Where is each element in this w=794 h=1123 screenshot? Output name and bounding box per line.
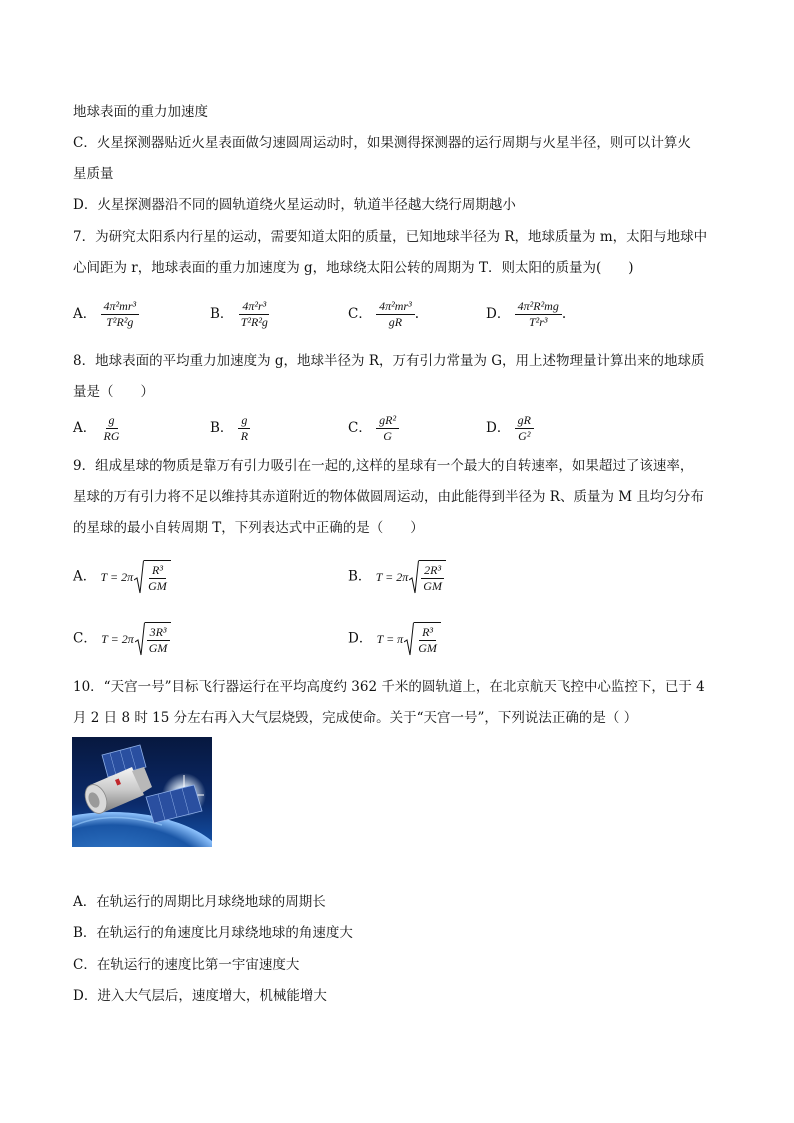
option-7b	[210, 300, 271, 329]
numerator: 4π²R²mg	[515, 300, 562, 315]
denominator: T²R²g	[106, 315, 134, 329]
denominator: RG	[103, 429, 120, 443]
formula-lhs: T = 2π	[100, 570, 134, 584]
square-root	[404, 622, 441, 656]
formula	[376, 560, 446, 594]
formula-fraction	[415, 626, 440, 655]
option-label: C．	[348, 420, 372, 436]
option-10c: C．在轨运行的速度比第一宇宙速度大	[73, 957, 300, 973]
formula-fraction	[515, 300, 562, 329]
denominator: G	[383, 429, 392, 443]
formula-lhs: T = 2π	[101, 632, 134, 646]
option-6c: C．火星探测器贴近火星表面做匀速圆周运动时，如果测得探测器的运行周期与火星半径，则可以计算火	[73, 135, 691, 151]
numerator: 4π²mr³	[376, 300, 415, 315]
numerator: R³	[149, 564, 166, 579]
option-7d	[486, 300, 566, 329]
numerator: g	[106, 414, 118, 429]
square-root	[135, 622, 172, 656]
formula-fraction	[238, 300, 271, 329]
numerator: 2R³	[421, 564, 444, 579]
formula-fraction	[376, 414, 399, 443]
option-8c	[348, 414, 399, 443]
question-9-stem: 星球的万有引力将不足以维持其赤道附近的物体做圆周运动，由此能得到半径为 R、质量为 M 且均匀分布	[73, 489, 704, 505]
numerator: R³	[419, 626, 436, 641]
numerator: gR	[515, 414, 534, 429]
denominator: T²r³	[528, 315, 548, 329]
radical-sign-icon	[135, 622, 145, 656]
formula-lhs: T = π	[376, 632, 404, 646]
denominator: G²	[518, 429, 531, 443]
question-10-stem: 月 2 日 8 时 15 分左右再入大气层烧毁，完成使命。关于“天宫一号”，下列说法正确的是（ ）	[73, 710, 638, 726]
option-label: D．	[348, 630, 373, 647]
formula	[101, 560, 171, 594]
question-9-stem: 9．组成星球的物质是靠万有引力吸引在一起的,这样的星球有一个最大的自转速率，如果超过了该速率，	[73, 458, 694, 474]
denominator: T²R²g	[240, 315, 268, 329]
denominator: GM	[148, 641, 168, 655]
denominator: GM	[423, 579, 442, 593]
question-7-stem: 心间距为 r，地球表面的重力加速度为 g，地球绕太阳公转的周期为 T．则太阳的质量为( )	[73, 260, 634, 276]
option-7a	[73, 300, 139, 329]
numerator: gR²	[376, 414, 399, 429]
tiangong-1-spacecraft-image	[72, 737, 212, 847]
option-10b: B．在轨运行的角速度比月球绕地球的角速度大	[73, 925, 353, 941]
option-label: B．	[348, 568, 372, 585]
radical-sign-icon	[409, 560, 419, 594]
formula-fraction	[376, 300, 415, 329]
text-line: 星质量	[73, 166, 114, 182]
option-label: A．	[73, 306, 97, 322]
option-label: B．	[210, 420, 234, 436]
formula-fraction	[101, 414, 123, 443]
space-station-illustration	[72, 737, 212, 847]
radicand	[145, 622, 172, 656]
option-9a	[73, 560, 171, 594]
option-8a	[73, 414, 123, 443]
formula-fraction	[238, 414, 251, 443]
option-label: A．	[73, 568, 97, 585]
formula-fraction	[515, 414, 534, 443]
formula	[101, 622, 171, 656]
formula-fraction	[146, 626, 171, 655]
option-9d	[348, 622, 441, 656]
formula-fraction	[420, 564, 445, 593]
numerator: g	[238, 414, 250, 429]
formula	[377, 622, 441, 656]
formula-period: .	[414, 306, 419, 322]
square-root	[409, 560, 446, 594]
option-label: D．	[486, 420, 511, 436]
question-9-stem: 的星球的最小自转周期 T，下列表达式中正确的是（ ）	[73, 520, 424, 536]
numerator: 4π²mr³	[101, 300, 140, 315]
question-10-stem: 10．“天宫一号”目标飞行器运行在平均高度约 362 千米的圆轨道上，在北京航天飞控中心监控下，已于 4	[73, 679, 705, 695]
formula-fraction	[145, 564, 170, 593]
option-label: A．	[73, 420, 97, 436]
question-8-stem: 8．地球表面的平均重力加速度为 g，地球半径为 R，万有引力常量为 G，用上述物理量计算出来的地球质	[73, 353, 705, 369]
numerator: 4π²r³	[239, 300, 269, 315]
option-9c	[73, 622, 171, 656]
option-8b	[210, 414, 251, 443]
denominator: GM	[418, 641, 437, 655]
option-label: B．	[210, 306, 234, 322]
numerator: 3R³	[147, 626, 170, 641]
option-10d: D．进入大气层后，速度增大，机械能增大	[73, 988, 327, 1004]
option-label: C．	[73, 630, 97, 647]
formula-lhs: T = 2π	[375, 570, 409, 584]
option-label: C．	[348, 306, 372, 322]
formula-period: .	[561, 306, 567, 322]
text-line: 地球表面的重力加速度	[73, 104, 208, 120]
option-9b	[348, 560, 446, 594]
option-7c	[348, 300, 419, 329]
denominator: GM	[148, 579, 167, 593]
radicand	[144, 560, 171, 594]
formula-fraction	[101, 300, 140, 329]
option-8d	[486, 414, 534, 443]
radical-sign-icon	[404, 622, 414, 656]
radical-sign-icon	[134, 560, 144, 594]
option-6d: D．火星探测器沿不同的圆轨道绕火星运动时，轨道半径越大绕行周期越小	[73, 197, 516, 213]
question-8-stem: 量是（ ）	[73, 384, 154, 400]
denominator: R	[240, 429, 249, 443]
option-10a: A．在轨运行的周期比月球绕地球的周期长	[73, 894, 326, 910]
denominator: gR	[388, 315, 403, 329]
radicand	[419, 560, 446, 594]
question-7-stem: 7．为研究太阳系内行星的运动，需要知道太阳的质量，已知地球半径为 R，地球质量为 m，太阳与地球中	[73, 229, 708, 245]
radicand	[414, 622, 441, 656]
square-root	[134, 560, 171, 594]
option-label: D．	[486, 306, 511, 322]
